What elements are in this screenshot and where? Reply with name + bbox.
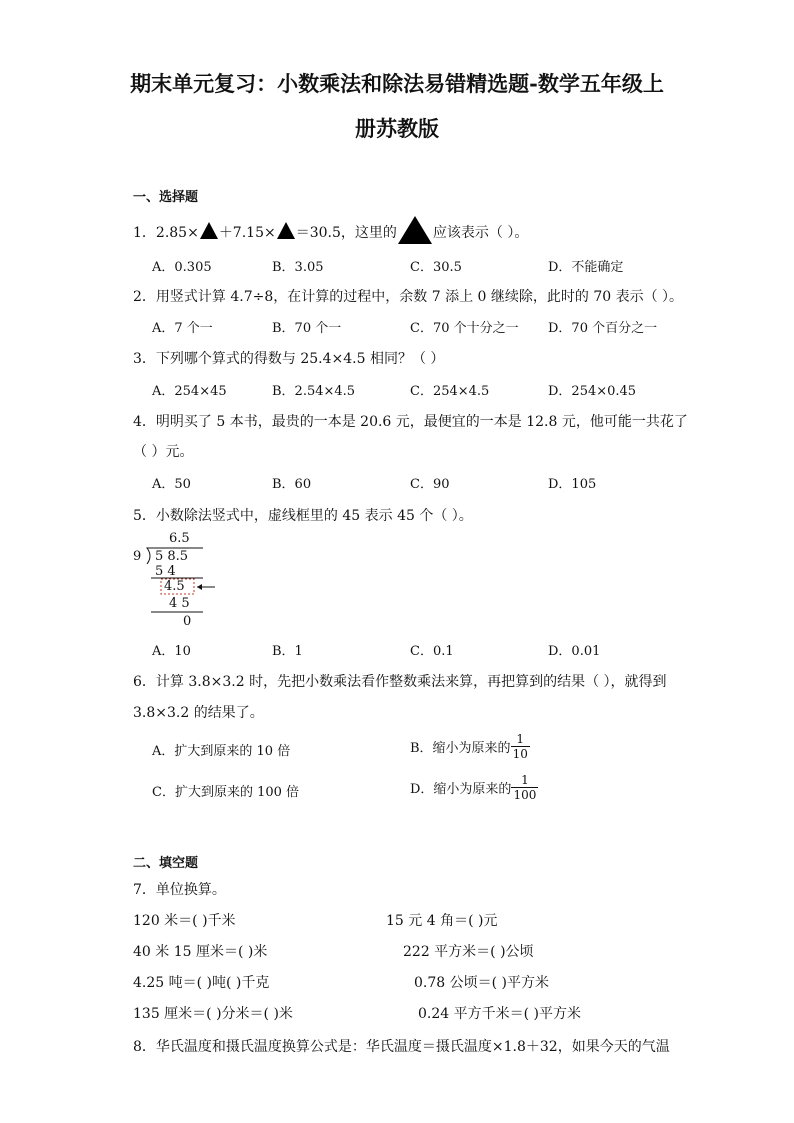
- q6-option-d[interactable]: [410, 773, 538, 802]
- q5-option-a[interactable]: A．10: [152, 644, 191, 659]
- division-step2-boxed: 4.5: [164, 579, 185, 594]
- q7-item-1[interactable]: 120 米＝( )千米: [133, 913, 236, 929]
- q1-option-a[interactable]: A．0.305: [152, 260, 212, 275]
- question-8: 8．华氏温度和摄氏温度换算公式是：华氏温度＝摄氏温度×1.8＋32，如果今天的气温: [133, 1039, 670, 1055]
- q3-option-c[interactable]: C．254×4.5: [410, 384, 490, 399]
- q2-option-c[interactable]: C．70 个十分之一: [410, 321, 519, 336]
- q7-item-4[interactable]: 222 平方米＝( )公顷: [403, 944, 534, 960]
- fraction-one-tenth: $\frac{1}{10}$: [512, 732, 528, 761]
- question-2: 2．用竖式计算 4.7÷8，在计算的过程中，余数 7 添上 0 继续除，此时的 70 表示（ ）。: [133, 289, 684, 305]
- q1-part3: ＝30.5，这里的: [295, 225, 397, 241]
- q1-part1: 1．2.85×: [133, 225, 199, 241]
- division-dividend: 5 8.5: [155, 549, 189, 564]
- question-1: [133, 216, 528, 244]
- q6-option-d-text: D．缩小为原来的: [410, 782, 512, 797]
- division-quotient: 6.5: [169, 531, 190, 546]
- long-division-figure: [133, 530, 223, 630]
- q7-item-8[interactable]: 0.24 平方千米＝( )平方米: [418, 1006, 581, 1022]
- q1-part2: ＋7.15×: [218, 225, 276, 241]
- question-4-line2: （ ）元。: [133, 444, 194, 460]
- q6-option-c[interactable]: C．扩大到原来的 100 倍: [152, 785, 300, 800]
- question-5: 5．小数除法竖式中，虚线框里的 45 表示 45 个（ ）。: [133, 508, 473, 524]
- question-7: 7．单位换算。: [133, 882, 226, 898]
- division-divisor: 9: [133, 549, 142, 564]
- q2-option-b[interactable]: B．70 个一: [272, 321, 342, 336]
- page-title-line2: 册苏教版: [355, 116, 439, 141]
- q4-option-c[interactable]: C．90: [410, 477, 450, 492]
- question-4-line1: 4．明明买了 5 本书，最贵的一本是 20.6 元，最便宜的一本是 12.8 元，他可能一共花了: [133, 414, 688, 430]
- q5-option-d[interactable]: D．0.01: [548, 644, 601, 659]
- q3-option-a[interactable]: A．254×45: [152, 384, 227, 399]
- division-remainder: 0: [183, 614, 192, 629]
- division-step1: 5 4: [155, 564, 176, 579]
- q4-option-d[interactable]: D．105: [548, 477, 597, 492]
- q7-item-7[interactable]: 135 厘米＝( )分米＝( )米: [133, 1006, 293, 1022]
- large-triangle-icon: [398, 216, 432, 244]
- q5-option-c[interactable]: C．0.1: [410, 644, 454, 659]
- q2-option-a[interactable]: A．7 个一: [152, 321, 213, 336]
- section-heading-fill: 二、填空题: [133, 856, 199, 871]
- q6-option-b[interactable]: [410, 732, 530, 761]
- q3-option-b[interactable]: B．2.54×4.5: [272, 384, 356, 399]
- question-3: 3．下列哪个算式的得数与 25.4×4.5 相同？（ ）: [133, 351, 445, 367]
- section-heading-choice: 一、选择题: [133, 190, 199, 205]
- q2-option-d[interactable]: D．70 个百分之一: [548, 321, 658, 336]
- q7-item-5[interactable]: 4.25 吨＝( )吨( )千克: [133, 975, 270, 991]
- q7-item-2[interactable]: 15 元 4 角＝( )元: [386, 913, 498, 929]
- q7-item-3[interactable]: 40 米 15 厘米＝( )米: [133, 944, 268, 960]
- q5-option-b[interactable]: B．1: [272, 644, 303, 659]
- fraction-one-hundredth: $\frac{1}{100}$: [513, 773, 537, 802]
- question-6-line1: 6．计算 3.8×3.2 时，先把小数乘法看作整数乘法来算，再把算到的结果（ ），就得到: [133, 674, 667, 690]
- q3-option-d[interactable]: D．254×0.45: [548, 384, 637, 399]
- triangle-icon: [200, 222, 218, 239]
- division-step3: 4 5: [169, 596, 190, 611]
- page-title: 期末单元复习：小数乘法和除法易错精选题-数学五年级上: [130, 71, 664, 96]
- question-6-line2: 3.8×3.2 的结果了。: [133, 705, 264, 721]
- q7-item-6[interactable]: 0.78 公顷＝( )平方米: [414, 975, 549, 991]
- q6-option-a[interactable]: A．扩大到原来的 10 倍: [152, 744, 291, 759]
- q1-option-b[interactable]: B．3.05: [272, 260, 324, 275]
- q1-option-c[interactable]: C．30.5: [410, 260, 462, 275]
- q1-part4: 应该表示（ ）。: [432, 225, 529, 241]
- triangle-icon: [277, 222, 295, 239]
- q4-option-a[interactable]: A．50: [152, 477, 191, 492]
- q4-option-b[interactable]: B．60: [272, 477, 312, 492]
- q1-option-d[interactable]: D．不能确定: [548, 260, 624, 275]
- q6-option-b-text: B．缩小为原来的: [410, 741, 511, 756]
